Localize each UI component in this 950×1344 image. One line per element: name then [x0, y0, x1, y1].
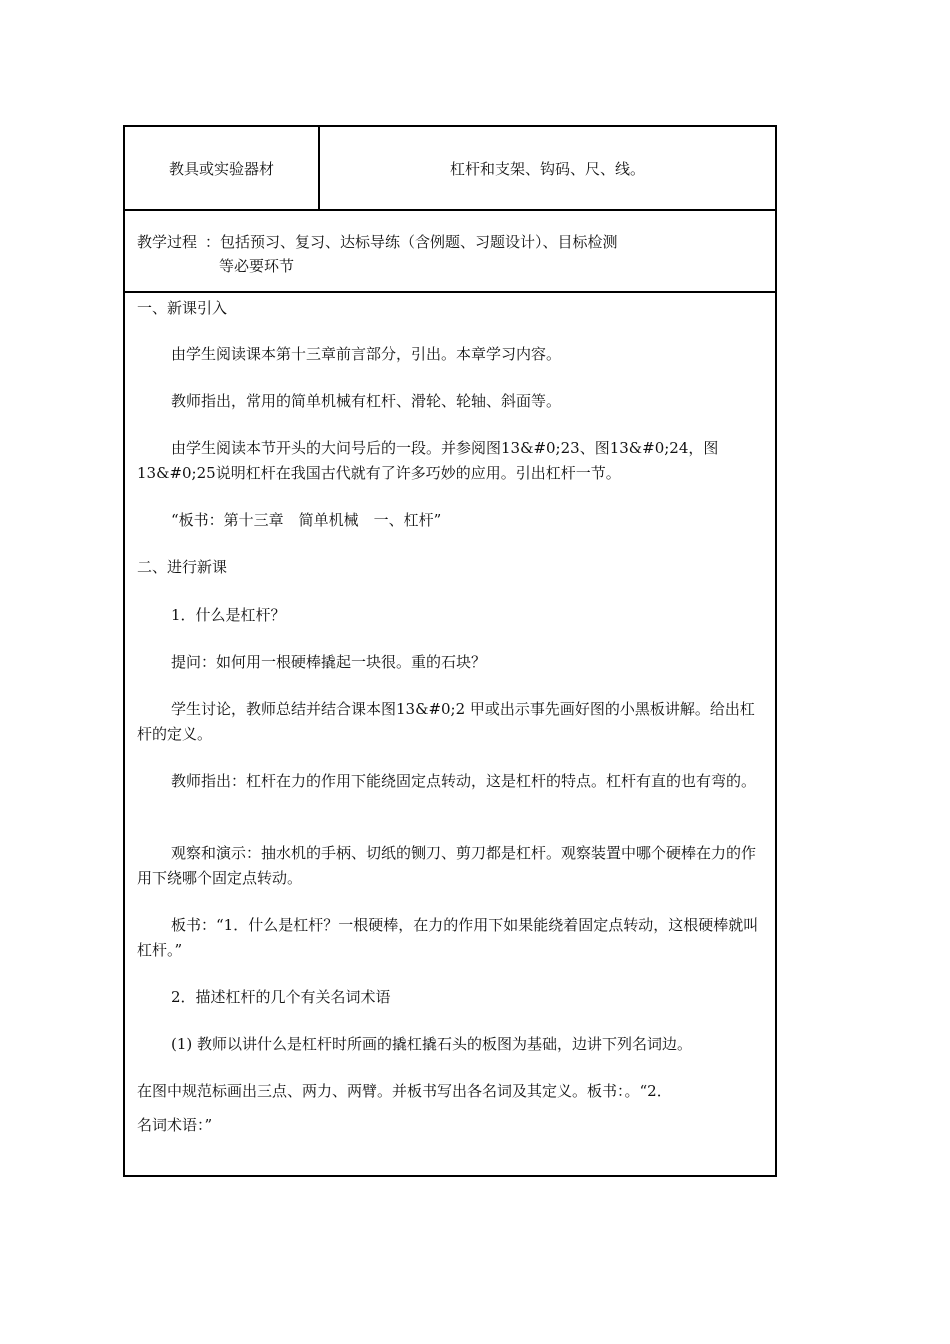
paragraph: 教师指出：杠杆在力的作用下能绕固定点转动，这是杠杆的特点。杠杆有直的也有弯的。	[171, 772, 757, 790]
equipment-row	[123, 125, 777, 211]
blackboard-note: 板书：“1．什么是杠杆？一根硬棒，在力的作用下如果能绕着固定点转动，这根硬棒就叫杠杆。”	[137, 916, 759, 959]
process-note-line2: 等必要环节	[219, 257, 295, 275]
paragraph: 提问：如何用一根硬棒撬起一块很。重的石块？	[171, 653, 487, 671]
process-note-line1: ：包括预习、复习、达标导练（含例题、习题设计）、目标检测	[205, 233, 618, 251]
paragraph: 在图中规范标画出三点、两力、两臂。并板书写出各名词及其定义。板书：。“2．	[137, 1082, 672, 1100]
paragraph: 教师指出，常用的简单机械有杠杆、滑轮、轮轴、斜面等。	[171, 392, 562, 410]
paragraph: 名词术语：”	[137, 1116, 213, 1134]
blackboard-note: “板书：第十三章 简单机械 一、杠杆”	[171, 511, 442, 529]
subheading: 1．什么是杠杆？	[171, 606, 286, 624]
process-heading: 教学过程	[137, 233, 198, 251]
paragraph: 观察和演示：抽水机的手柄、切纸的铡刀、剪刀都是杠杆。观察装置中哪个硬棒在力的作用下绕哪个固定点转动。	[137, 844, 757, 887]
section-heading-intro: 一、新课引入	[137, 299, 228, 317]
equipment-label: 教具或实验器材	[168, 159, 274, 178]
process-header-row	[123, 209, 777, 293]
paragraph: (1) 教师以讲什么是杠杆时所画的撬杠撬石头的板图为基础，边讲下列名词边。	[171, 1035, 693, 1053]
equipment-value: 杠杆和支架、钩码、尺、线。	[449, 159, 645, 178]
paragraph: 由学生阅读本节开头的大问号后的一段。并参阅图13&#0;23、图13&#0;24，图13&#0;25说明杠杆在我国古代就有了许多巧妙的应用。引出杠杆一节。	[137, 439, 719, 482]
section-heading-new: 二、进行新课	[137, 558, 228, 576]
subheading: 2．描述杠杆的几个有关名词术语	[171, 988, 391, 1006]
paragraph: 由学生阅读课本第十三章前言部分，引出。本章学习内容。	[171, 345, 562, 363]
process-body	[123, 291, 777, 1177]
process-note	[205, 230, 745, 278]
paragraph: 学生讨论，教师总结并结合课本图13&#0;2 甲或出示事先画好图的小黑板讲解。给出杠杆的定义。	[137, 700, 755, 743]
